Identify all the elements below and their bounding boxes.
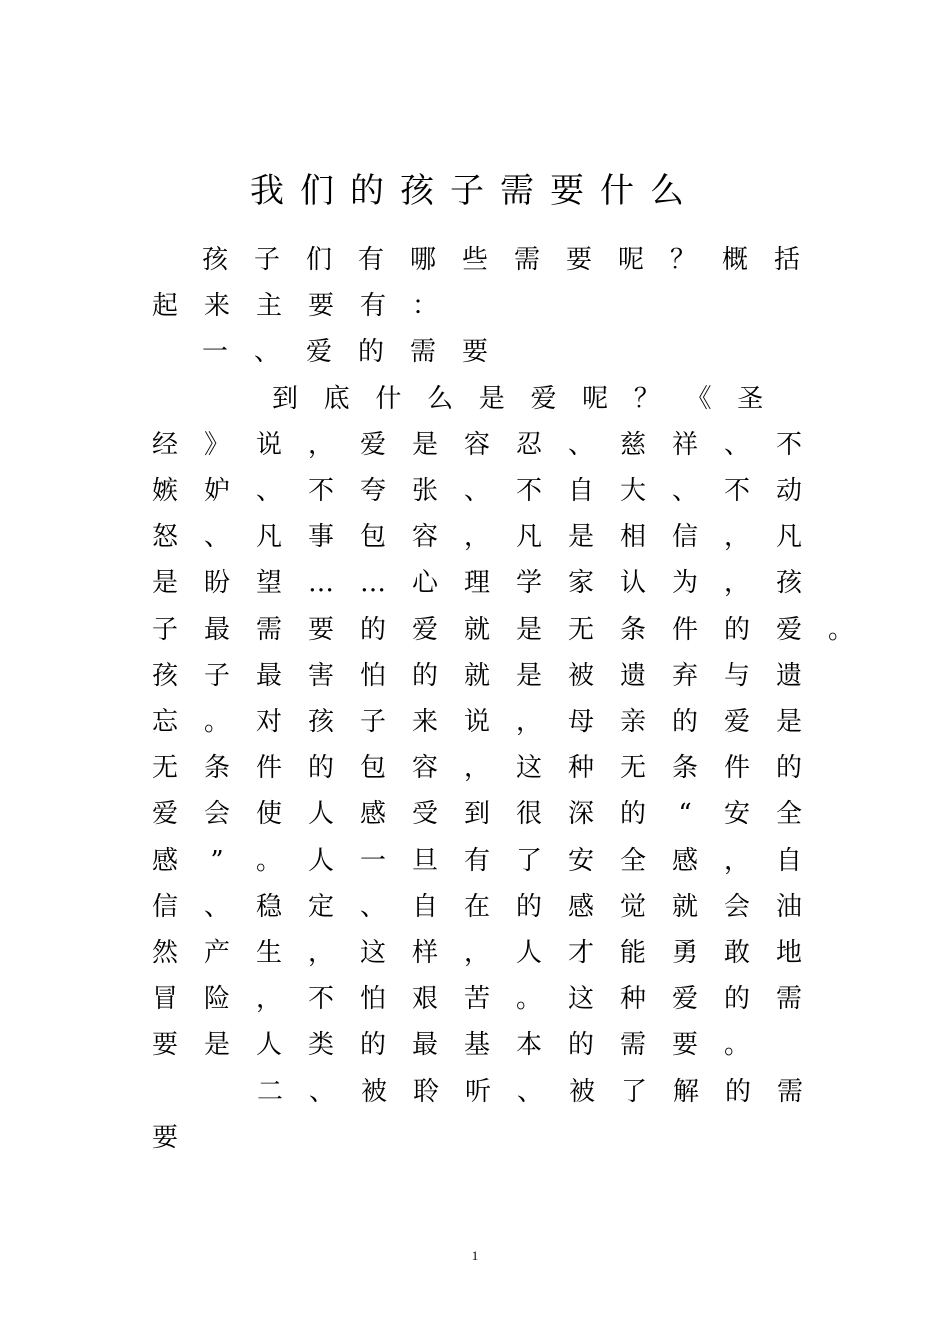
body-char: 子 [359,707,386,737]
body-char: 。 [723,1030,750,1061]
body-char: 地 [775,938,802,968]
body-char: ， [723,845,750,876]
body-char: 安 [723,799,750,830]
body-char: 望 [255,568,282,599]
body-char: 、 [203,891,230,922]
body-char: ， [307,938,334,968]
body-char: 呢 [582,383,609,414]
body-char: 感 [151,845,178,876]
document-title: 我们的孩子需要什么 [250,171,700,211]
body-char: 、 [516,1076,543,1107]
body-char: 理 [463,568,490,599]
body-char: 感 [671,845,698,876]
body-char: 自 [411,891,438,922]
body-char: 勇 [671,938,698,968]
body-char: 相 [619,522,646,553]
body-char: 的 [724,1076,751,1107]
body-char: 容 [411,522,438,553]
body-char: 容 [463,429,490,460]
body-char: 油 [775,891,802,922]
body-char: 哪 [409,245,436,275]
body-char: 要 [151,1122,178,1153]
body-char: 的 [307,753,334,784]
body-char: 深 [567,799,594,830]
body-line [0,656,950,696]
body-char: 孩 [201,245,228,275]
body-char: 最 [411,1030,438,1061]
body-char: 需 [619,1030,646,1061]
body-char: 呢 [617,245,644,275]
body-char: 才 [567,938,594,968]
body-char: 是 [515,660,542,691]
body-char: 是 [478,383,505,414]
body-char: 了 [515,845,542,876]
body-char: 的 [723,984,750,1015]
body-char: 最 [255,660,282,691]
body-char: 敢 [723,938,750,968]
body-char: 来 [203,291,230,322]
body-char: 不 [515,476,542,506]
body-char: 被 [568,1076,595,1107]
body-char: ” [210,845,224,876]
body-char: 括 [773,245,800,275]
body-char: 全 [619,845,646,876]
body-char: ？ [633,383,660,414]
body-char: 爱 [151,799,178,830]
body-char: 件 [723,753,750,784]
body-char: 、 [255,476,282,506]
body-char: … [308,568,334,599]
body-char: 不 [775,429,802,460]
body-char: 孩 [151,660,178,691]
body-char: 与 [723,660,750,691]
body-char: 包 [359,522,386,553]
body-char: 子 [151,614,178,645]
body-char: 不 [307,476,334,506]
page-number: 1 [471,1248,479,1263]
body-char: 到 [463,799,490,830]
body-char: 要 [671,1030,698,1061]
body-line [0,1118,950,1158]
body-char: 的 [775,753,802,784]
body-char: 二 [256,1076,283,1107]
body-char: 觉 [619,891,646,922]
body-char: ： [411,291,438,322]
body-char: 样 [411,938,438,968]
body-char: ， [463,753,490,784]
body-line [0,887,950,927]
body-char: 的 [567,1030,594,1061]
body-char: 全 [775,799,802,830]
body-char: 的 [723,614,750,645]
body-char: 无 [619,753,646,784]
body-char: 、 [567,429,594,460]
body-char: 旦 [411,845,438,876]
body-char: 要 [565,245,592,275]
body-char: ， [723,568,750,599]
body-char: 。 [827,614,854,645]
body-line [0,841,950,881]
body-char: 爱 [411,614,438,645]
body-char: 凡 [515,522,542,553]
body-char: 会 [723,891,750,922]
body-char: ， [255,984,282,1015]
body-char: 是 [515,614,542,645]
body-char: 是 [203,1030,230,1061]
body-char: 然 [151,938,178,968]
body-char: 嫉 [151,476,178,506]
body-char: 起 [151,291,178,322]
body-char: 条 [203,753,230,784]
body-char: 解 [672,1076,699,1107]
body-char: 》 [203,429,230,460]
body-char: 夸 [359,476,386,506]
body-char: 需 [513,245,540,275]
body-char: 盼 [203,568,230,599]
body-line [0,702,950,742]
body-line [0,240,950,280]
body-char: 要 [307,291,334,322]
body-char: 忘 [151,707,178,737]
body-char: 、 [308,1076,335,1107]
body-char: 么 [427,383,454,414]
body-char: 《 [685,383,712,414]
body-char: 人 [307,845,334,876]
body-char: ， [307,429,334,460]
body-char: … [360,568,386,599]
body-char: 要 [307,614,334,645]
body-char: 一 [201,337,228,368]
body-char: 来 [411,707,438,737]
body-char: 。 [515,984,542,1015]
body-char: 条 [671,753,698,784]
body-char: 产 [203,938,230,968]
body-char: 为 [671,568,698,599]
body-char: 事 [307,522,334,553]
body-char: 无 [567,614,594,645]
body-char: 主 [255,291,282,322]
body-char: ？ [669,245,696,275]
body-char: 爱 [305,337,332,368]
body-char: 的 [359,614,386,645]
body-char: 、 [203,522,230,553]
body-char: 说 [255,429,282,460]
body-char: 很 [515,799,542,830]
body-line [0,332,950,372]
body-char: 了 [620,1076,647,1107]
body-char: 本 [515,1030,542,1061]
body-char: 是 [151,568,178,599]
body-char: 不 [307,984,334,1015]
body-char: 苦 [463,984,490,1015]
body-char: ， [463,938,490,968]
body-char: 件 [671,614,698,645]
body-char: 是 [775,707,802,737]
body-char: 孩 [307,707,334,737]
body-char: 就 [671,891,698,922]
body-char: 慈 [619,429,646,460]
body-char: 这 [567,984,594,1015]
body-char: 弃 [671,660,698,691]
body-char: 听 [464,1076,491,1107]
body-char: 说 [463,707,490,737]
body-char: 什 [375,383,402,414]
body-char: 就 [463,660,490,691]
body-line [0,794,950,834]
body-char: 被 [360,1076,387,1107]
body-char: 怒 [151,522,178,553]
body-char: 怕 [359,984,386,1015]
body-char: 有 [359,291,386,322]
body-char: 信 [151,891,178,922]
body-char: 自 [775,845,802,876]
body-char: 感 [359,799,386,830]
body-char: 需 [776,1076,803,1107]
body-char: “ [678,799,692,830]
body-char: 能 [619,938,646,968]
body-char: 爱 [723,707,750,737]
body-char: 需 [409,337,436,368]
body-char: 艰 [411,984,438,1015]
body-char: 、 [723,429,750,460]
body-char: 受 [411,799,438,830]
body-char: 、 [253,337,280,368]
body-char: 这 [515,753,542,784]
body-char: 。 [255,845,282,876]
body-char: 感 [567,891,594,922]
body-char: 孩 [775,568,802,599]
body-char: 子 [203,660,230,691]
body-char: 怕 [359,660,386,691]
body-char: 要 [151,1030,178,1061]
body-char: 大 [619,476,646,506]
body-char: ， [515,707,542,737]
body-line [0,425,950,465]
body-char: 概 [721,245,748,275]
body-char: 凡 [775,522,802,553]
body-char: 妒 [203,476,230,506]
body-char: 最 [203,614,230,645]
body-char: 亲 [619,707,646,737]
body-char: 的 [619,799,646,830]
body-char: 是 [411,429,438,460]
body-char: 无 [151,753,178,784]
body-char: 种 [567,753,594,784]
body-line [0,471,950,511]
body-line [0,1072,950,1112]
body-char: 圣 [737,383,764,414]
body-char: 在 [463,891,490,922]
body-char: 祥 [671,429,698,460]
body-char: 需 [775,984,802,1015]
body-char: 自 [567,476,594,506]
body-char: 张 [411,476,438,506]
body-char: 。 [203,707,230,737]
body-char: 人 [255,1030,282,1061]
body-char: 子 [253,245,280,275]
body-char: 、 [463,476,490,506]
body-char: 学 [515,568,542,599]
body-char: 不 [723,476,750,506]
body-char: 爱 [671,984,698,1015]
body-char: 的 [515,891,542,922]
body-line [0,286,950,326]
body-char: 的 [357,337,384,368]
body-char: 凡 [255,522,282,553]
body-char: 要 [461,337,488,368]
body-char: 心 [411,568,438,599]
body-char: 冒 [151,984,178,1015]
body-char: 有 [357,245,384,275]
body-char: 家 [567,568,594,599]
body-char: 被 [567,660,594,691]
body-char: 人 [307,799,334,830]
body-char: 经 [151,429,178,460]
body-char: 对 [255,707,282,737]
body-line [0,1025,950,1065]
body-char: ， [463,522,490,553]
body-char: 类 [307,1030,334,1061]
body-char: 忍 [515,429,542,460]
body-char: 这 [359,938,386,968]
body-char: 需 [255,614,282,645]
body-char: 一 [359,845,386,876]
body-char: 件 [255,753,282,784]
body-char: 的 [671,707,698,737]
body-line [0,933,950,973]
body-char: 、 [671,476,698,506]
body-char: 是 [567,522,594,553]
body-char: 底 [323,383,350,414]
body-char: 爱 [775,614,802,645]
body-char: 使 [255,799,282,830]
body-char: 到 [271,383,298,414]
body-char: 定 [307,891,334,922]
body-line [0,379,950,419]
body-line [0,563,950,603]
body-char: 母 [567,707,594,737]
body-line [0,517,950,557]
body-char: 就 [463,614,490,645]
body-line [0,748,950,788]
body-char: 人 [515,938,542,968]
body-char: 认 [619,568,646,599]
body-char: 会 [203,799,230,830]
body-char: 基 [463,1030,490,1061]
body-char: 种 [619,984,646,1015]
body-char: ， [723,522,750,553]
body-char: 包 [359,753,386,784]
body-char: 遗 [619,660,646,691]
body-char: 的 [411,660,438,691]
body-char: 聆 [412,1076,439,1107]
body-char: 生 [255,938,282,968]
body-char: 爱 [359,429,386,460]
body-line [0,610,950,650]
body-char: 遗 [775,660,802,691]
body-char: 安 [567,845,594,876]
body-char: 害 [307,660,334,691]
body-char: 动 [775,476,802,506]
body-char: 信 [671,522,698,553]
body-char: 们 [305,245,332,275]
body-char: 条 [619,614,646,645]
body-char: 些 [461,245,488,275]
body-char: 险 [203,984,230,1015]
body-line [0,979,950,1019]
body-char: 有 [463,845,490,876]
body-char: 爱 [530,383,557,414]
body-char: 稳 [255,891,282,922]
body-char: 的 [359,1030,386,1061]
body-char: 、 [359,891,386,922]
body-char: 容 [411,753,438,784]
